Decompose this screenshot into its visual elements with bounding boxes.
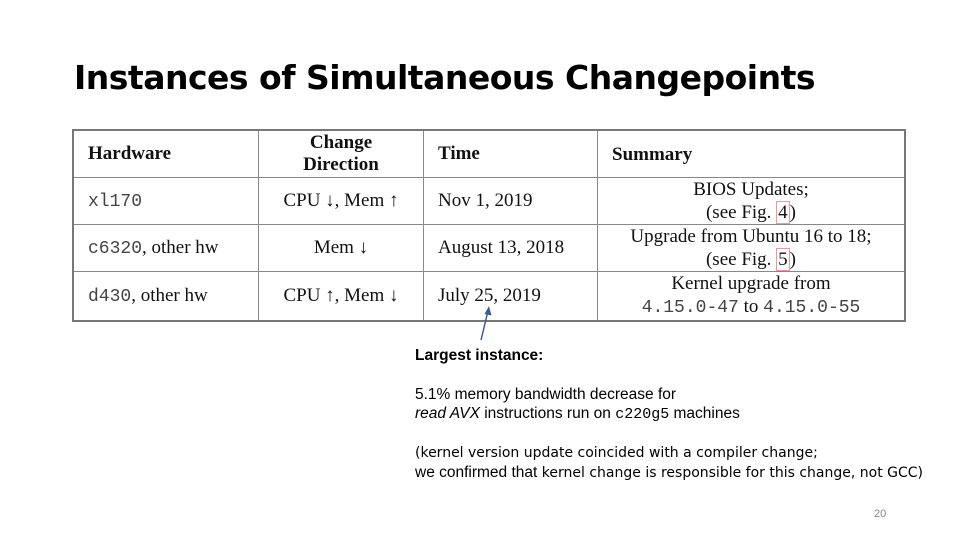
note-paren-line1: (kernel version update coincided with a compiler change; — [415, 445, 818, 461]
annotation-note — [415, 346, 923, 483]
hardware-code: c6320 — [88, 239, 143, 259]
hardware-code: d430 — [88, 287, 132, 307]
cell-hardware — [73, 178, 259, 225]
header-time: Time — [424, 130, 598, 178]
header-change-direction — [259, 130, 424, 178]
cell-time: August 13, 2018 — [424, 225, 598, 272]
hardware-suffix: , other hw — [142, 237, 219, 258]
summary-line1: BIOS Updates; — [693, 179, 809, 200]
figure-reference-link[interactable]: 5 — [778, 249, 788, 270]
summary-kernel-to: 4.15.0-55 — [763, 298, 861, 318]
page-number: 20 — [874, 508, 887, 520]
hardware-suffix: , other hw — [131, 285, 208, 306]
summary-line1: Kernel upgrade from — [671, 273, 831, 294]
header-hardware: Hardware — [73, 130, 259, 178]
cell-summary — [598, 178, 906, 225]
header-summary: Summary — [598, 130, 906, 178]
note-paren-line2 — [415, 463, 923, 483]
note-heading: Largest instance: — [415, 347, 544, 364]
note-machine-code: c220g5 — [615, 406, 670, 423]
cell-summary — [598, 225, 906, 272]
cell-hardware — [73, 272, 259, 322]
note-line2 — [415, 404, 923, 424]
cell-direction: CPU ↓, Mem ↑ — [259, 178, 424, 225]
cell-summary — [598, 272, 906, 322]
summary-line2-post: ) — [789, 202, 796, 223]
header-direction-line2: Direction — [303, 154, 379, 175]
table-header-row — [73, 130, 905, 178]
note-italic-term: read AVX — [415, 405, 480, 422]
cell-direction: CPU ↑, Mem ↓ — [259, 272, 424, 322]
note-paren-sans: we confirmed that — [415, 464, 538, 481]
note-paren-rest: kernel change is responsible for this change, not GCC) — [537, 465, 924, 481]
slide-title: Instances of Simultaneous Changepoints — [74, 58, 816, 97]
summary-kernel-from: 4.15.0-47 — [641, 298, 739, 318]
summary-line1: Upgrade from Ubuntu 16 to 18; — [630, 226, 872, 247]
note-line2-end: machines — [669, 405, 740, 422]
note-line2-mid: instructions run on — [479, 405, 616, 422]
table-row — [73, 178, 905, 225]
table-row — [73, 272, 905, 322]
cell-time: Nov 1, 2019 — [424, 178, 598, 225]
cell-hardware — [73, 225, 259, 272]
changepoint-table — [72, 129, 906, 322]
figure-reference-link[interactable]: 4 — [778, 202, 788, 223]
summary-mid: to — [738, 296, 764, 317]
note-line1: 5.1% memory bandwidth decrease for — [415, 386, 677, 403]
changepoint-table-figure — [72, 129, 906, 322]
hardware-code: xl170 — [88, 192, 143, 212]
summary-line2-pre: (see Fig. — [705, 202, 777, 223]
summary-line2-post: ) — [789, 249, 796, 270]
cell-time: July 25, 2019 — [424, 272, 598, 322]
header-direction-line1: Change — [309, 132, 373, 153]
table-row — [73, 225, 905, 272]
summary-line2-pre: (see Fig. — [705, 249, 777, 270]
cell-direction: Mem ↓ — [259, 225, 424, 272]
